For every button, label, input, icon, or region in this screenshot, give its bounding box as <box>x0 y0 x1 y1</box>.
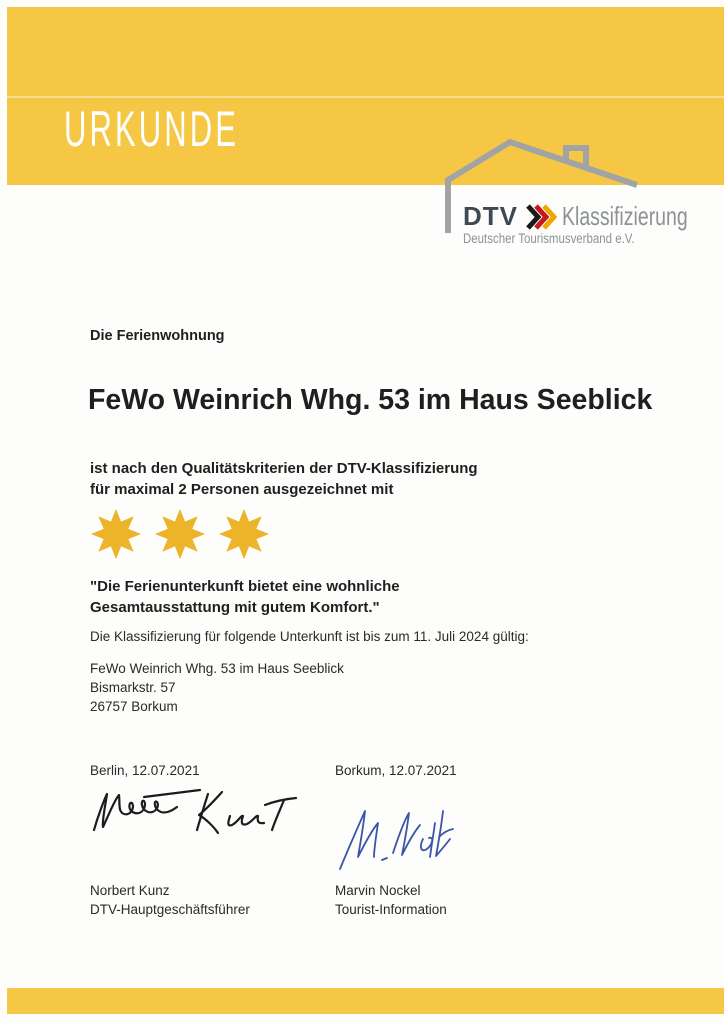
signature-marvin-nockel <box>335 797 465 872</box>
validity-line: Die Klassifizierung für folgende Unterkunft ist bis zum 11. Juli 2024 gültig: <box>90 629 529 644</box>
logo-subtitle: Deutscher Tourismusverband e.V. <box>463 231 635 246</box>
address-line-2: Bismarkstr. 57 <box>90 680 176 695</box>
footer-banner <box>7 988 724 1014</box>
star-icon <box>154 508 206 560</box>
place-date-left: Berlin, 12.07.2021 <box>90 763 200 778</box>
criteria-line-2: für maximal 2 Personen ausgezeichnet mit <box>90 481 394 498</box>
certificate-heading: URKUNDE <box>64 101 239 157</box>
signature-norbert-kunz <box>88 786 303 838</box>
address-block <box>90 659 344 716</box>
star-icon <box>90 508 142 560</box>
property-title: FeWo Weinrich Whg. 53 im Haus Seeblick <box>88 384 653 416</box>
quote-line-1: "Die Ferienunterkunft bietet eine wohnliche <box>90 578 400 595</box>
scan-crease-line <box>7 96 724 98</box>
place-date-right: Borkum, 12.07.2021 <box>335 763 457 778</box>
star-icon <box>218 508 270 560</box>
star-rating <box>90 508 270 560</box>
logo-dtv-text: DTV <box>463 201 518 231</box>
signer-right-name: Marvin Nockel <box>335 883 421 898</box>
signer-right-role: Tourist-Information <box>335 902 447 917</box>
quote-text <box>90 576 400 618</box>
signer-left-role: DTV-Hauptgeschäftsführer <box>90 902 250 917</box>
logo-klassifizierung-text: Klassifizierung <box>562 201 688 231</box>
logo-wordmark <box>463 201 724 232</box>
quote-line-2: Gesamtausstattung mit gutem Komfort." <box>90 599 380 616</box>
criteria-line-1: ist nach den Qualitätskriterien der DTV-Klassifizierung <box>90 460 478 477</box>
chevrons-icon <box>525 203 557 231</box>
criteria-text <box>90 458 478 500</box>
signer-right <box>335 881 447 919</box>
address-line-3: 26757 Borkum <box>90 699 178 714</box>
signer-left <box>90 881 250 919</box>
signer-left-name: Norbert Kunz <box>90 883 170 898</box>
intro-line: Die Ferienwohnung <box>90 328 225 344</box>
address-line-1: FeWo Weinrich Whg. 53 im Haus Seeblick <box>90 661 344 676</box>
dtv-logo <box>440 133 700 258</box>
